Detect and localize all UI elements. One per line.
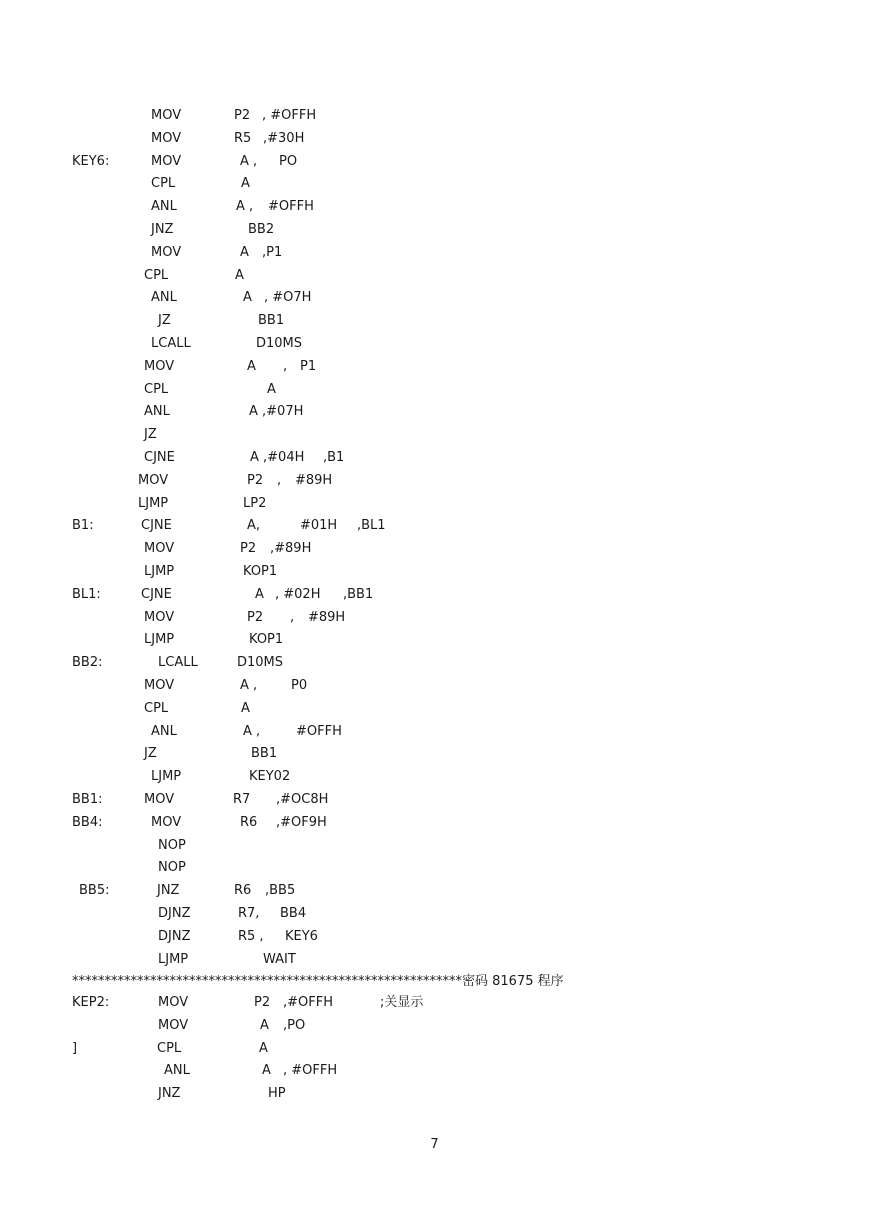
- code-operand: P2: [234, 108, 251, 123]
- code-operand: A ,: [236, 199, 254, 215]
- code-operand: ,#89H: [270, 541, 312, 557]
- code-operand: A ,#04H: [250, 450, 305, 465]
- code-label: KEY6:: [72, 153, 110, 169]
- code-mnemonic: JZ: [144, 427, 157, 443]
- password-program-separator: ************************************************************密码 81675 程序: [72, 974, 564, 989]
- code-operand: BB4: [280, 906, 307, 921]
- code-operand: R7,: [238, 906, 260, 921]
- code-mnemonic: LCALL: [158, 655, 198, 671]
- code-operand: A ,: [243, 723, 261, 739]
- code-mnemonic: DJNZ: [158, 928, 191, 944]
- code-operand: , #O7H: [264, 290, 312, 306]
- code-mnemonic: LJMP: [138, 495, 169, 511]
- code-operand: ,BB5: [265, 883, 296, 899]
- code-mnemonic: CPL: [144, 381, 169, 397]
- code-operand: A: [260, 1017, 269, 1033]
- code-operand: D10MS: [237, 655, 284, 671]
- code-operand: HP: [268, 1086, 286, 1102]
- code-operand: ,BL1: [357, 518, 386, 534]
- code-operand: A: [255, 586, 264, 602]
- code-mnemonic: ANL: [144, 404, 170, 420]
- code-mnemonic: JNZ: [157, 883, 180, 899]
- code-mnemonic: MOV: [158, 1017, 189, 1033]
- code-operand: A: [241, 700, 250, 716]
- code-operand: ,#OFFH: [283, 995, 333, 1010]
- code-operand: R5: [234, 130, 252, 146]
- code-mnemonic: MOV: [151, 130, 182, 146]
- code-mnemonic: NOP: [158, 860, 186, 876]
- code-operand: P2: [247, 609, 264, 625]
- code-operand: A: [262, 1063, 271, 1079]
- code-mnemonic: LJMP: [144, 632, 175, 648]
- code-mnemonic: ANL: [151, 290, 177, 306]
- code-operand: P2: [247, 472, 264, 488]
- code-operand: #OFFH: [296, 723, 342, 739]
- code-mnemonic: LJMP: [158, 951, 189, 967]
- code-operand: ,#OF9H: [276, 814, 327, 830]
- code-operand: A: [241, 176, 250, 192]
- code-mnemonic: JZ: [158, 313, 171, 329]
- code-operand: ,: [283, 358, 288, 374]
- code-operand: WAIT: [263, 951, 296, 967]
- code-operand: KEY02: [249, 769, 291, 785]
- code-operand: ,#30H: [263, 130, 305, 146]
- code-operand: R6: [240, 814, 258, 830]
- code-label: B1:: [72, 518, 94, 534]
- code-mnemonic: CPL: [157, 1040, 182, 1056]
- code-operand: A: [235, 267, 244, 283]
- code-operand: P2: [240, 541, 257, 557]
- code-mnemonic: LJMP: [144, 564, 175, 579]
- code-mnemonic: MOV: [151, 244, 182, 260]
- code-mnemonic: CPL: [144, 700, 169, 716]
- code-label: ]: [72, 1040, 78, 1056]
- code-mnemonic: CJNE: [141, 518, 172, 534]
- code-operand: KEY6: [285, 928, 318, 944]
- code-label: BB2:: [72, 655, 103, 671]
- code-mnemonic: MOV: [144, 358, 175, 374]
- code-operand: A: [259, 1040, 268, 1056]
- code-operand: , #OFFH: [262, 108, 317, 123]
- code-operand: P1: [300, 358, 317, 374]
- code-label: BL1:: [72, 586, 101, 602]
- code-mnemonic: MOV: [144, 609, 175, 625]
- code-operand: ,PO: [283, 1017, 306, 1033]
- code-operand: A: [267, 381, 276, 397]
- code-operand: ,P1: [262, 244, 283, 260]
- code-operand: ,#OC8H: [276, 792, 329, 807]
- code-mnemonic: CJNE: [141, 586, 172, 602]
- code-operand: R6: [234, 883, 252, 899]
- code-mnemonic: CPL: [144, 267, 169, 283]
- code-operand: KOP1: [249, 632, 284, 648]
- code-mnemonic: LJMP: [151, 769, 182, 785]
- code-operand: PO: [279, 153, 298, 169]
- page-number: 7: [430, 1137, 439, 1152]
- code-mnemonic: MOV: [138, 472, 169, 488]
- code-mnemonic: CPL: [151, 176, 176, 192]
- code-mnemonic: ANL: [164, 1063, 190, 1079]
- code-comment: ;关显示: [380, 995, 424, 1010]
- code-label: KEP2:: [72, 995, 110, 1010]
- code-operand: P0: [291, 678, 308, 693]
- code-mnemonic: JZ: [144, 746, 157, 762]
- code-operand: A ,#07H: [249, 404, 304, 420]
- code-mnemonic: JNZ: [151, 222, 174, 237]
- code-operand: A ,: [240, 678, 258, 693]
- code-label: BB4:: [72, 814, 103, 830]
- code-operand: BB1: [258, 313, 285, 329]
- code-operand: LP2: [243, 495, 267, 511]
- code-operand: #89H: [295, 472, 333, 488]
- code-operand: ,BB1: [343, 586, 374, 602]
- code-mnemonic: MOV: [151, 814, 182, 830]
- code-mnemonic: DJNZ: [158, 906, 191, 921]
- code-operand: P2: [254, 995, 271, 1010]
- code-mnemonic: MOV: [158, 995, 189, 1010]
- code-mnemonic: ANL: [151, 199, 177, 215]
- code-mnemonic: ANL: [151, 723, 177, 739]
- code-mnemonic: JNZ: [158, 1086, 181, 1102]
- code-operand: D10MS: [256, 336, 303, 351]
- code-mnemonic: MOV: [144, 792, 175, 807]
- code-operand: BB1: [251, 746, 278, 762]
- code-operand: KOP1: [243, 564, 278, 579]
- code-operand: ,: [290, 609, 295, 625]
- code-operand: A,: [247, 518, 261, 534]
- code-label: BB5:: [79, 883, 110, 899]
- code-operand: #OFFH: [268, 199, 314, 215]
- code-operand: R7: [233, 792, 251, 807]
- code-operand: A: [243, 290, 252, 306]
- code-label: BB1:: [72, 792, 103, 807]
- code-operand: BB2: [248, 222, 275, 237]
- code-mnemonic: CJNE: [144, 450, 175, 465]
- code-operand: ,B1: [323, 450, 345, 465]
- code-operand: ,: [277, 472, 282, 488]
- code-mnemonic: MOV: [144, 541, 175, 557]
- code-operand: , #OFFH: [283, 1063, 338, 1079]
- code-mnemonic: MOV: [151, 108, 182, 123]
- code-operand: A: [247, 358, 256, 374]
- code-operand: , #02H: [275, 586, 321, 602]
- code-mnemonic: MOV: [144, 678, 175, 693]
- code-operand: A: [240, 244, 249, 260]
- code-operand: A ,: [240, 153, 258, 169]
- code-operand: R5 ,: [238, 928, 264, 944]
- code-mnemonic: MOV: [151, 153, 182, 169]
- code-operand: #89H: [308, 609, 346, 625]
- code-operand: #01H: [300, 518, 338, 534]
- code-mnemonic: LCALL: [151, 336, 191, 351]
- code-mnemonic: NOP: [158, 837, 186, 853]
